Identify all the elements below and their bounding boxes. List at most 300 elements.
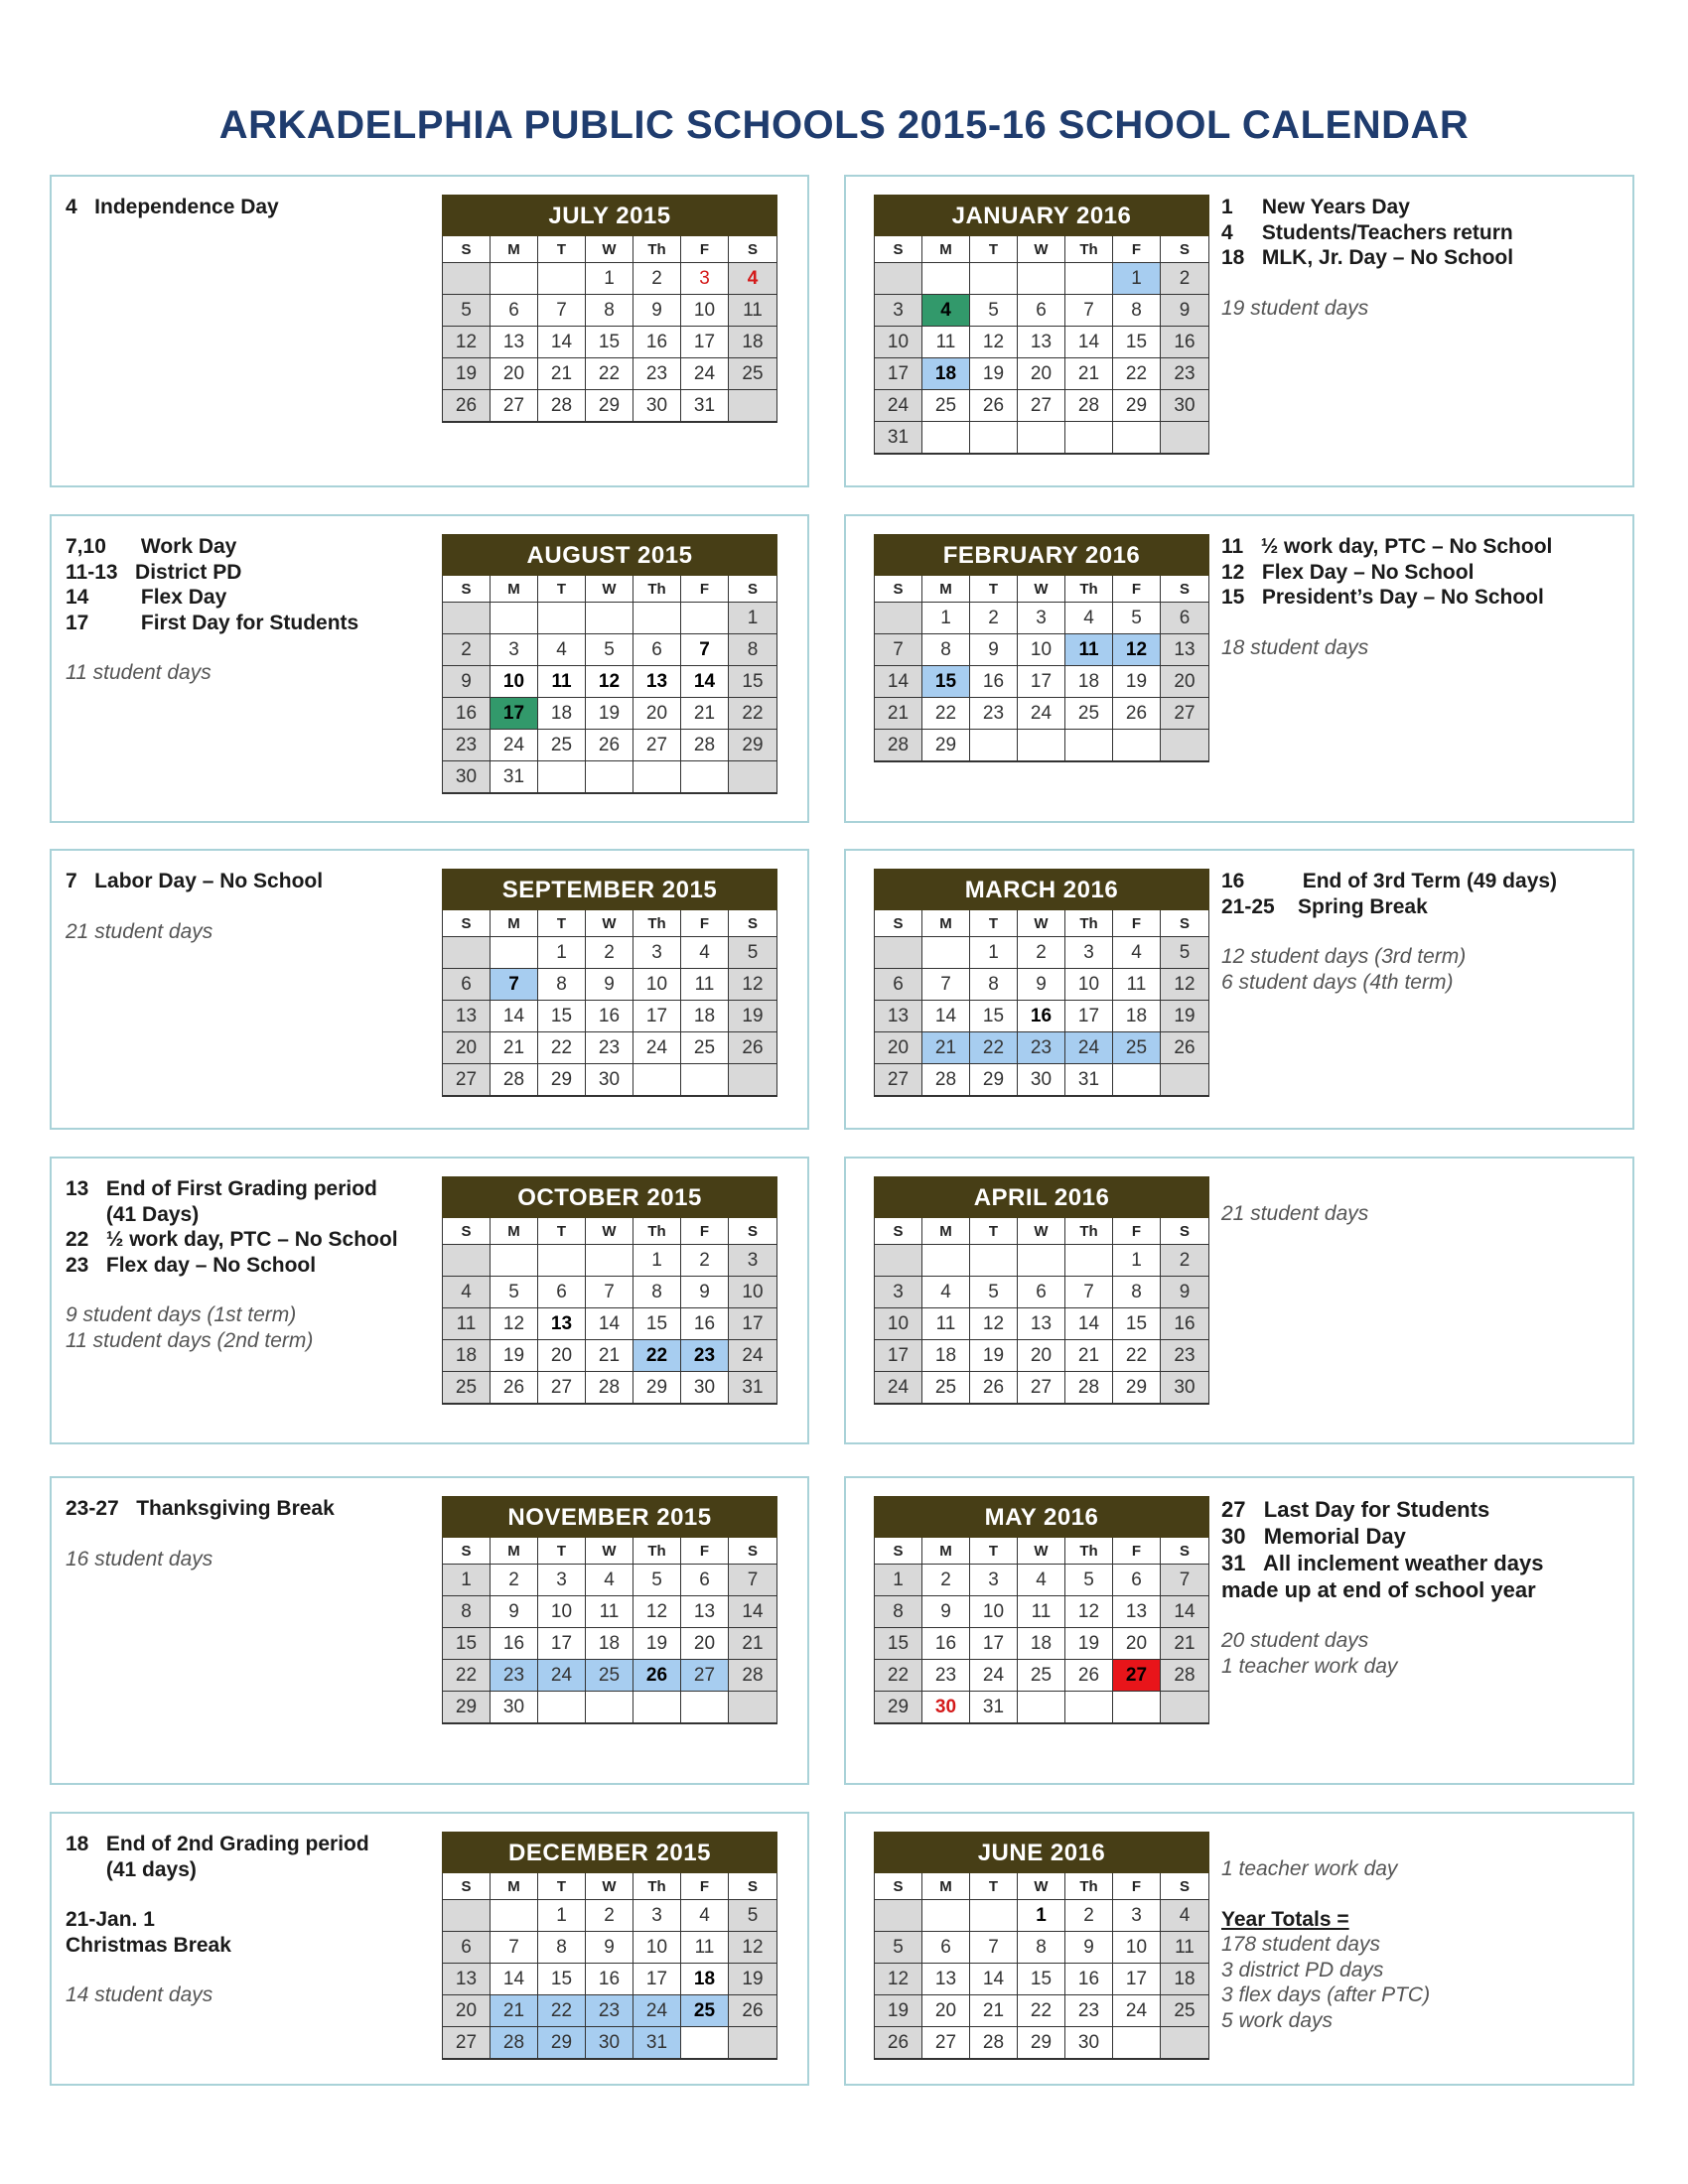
month-notes bbox=[66, 534, 443, 686]
weekday-header: S bbox=[729, 1538, 776, 1565]
day-cell: 28 bbox=[586, 1372, 633, 1404]
weekday-header: Th bbox=[633, 1218, 681, 1245]
day-cell: 7 bbox=[681, 634, 729, 666]
weekday-header: W bbox=[1018, 1873, 1065, 1900]
day-cell: 29 bbox=[1113, 390, 1161, 422]
weekday-header: S bbox=[729, 910, 776, 937]
day-cell: 13 bbox=[443, 1001, 491, 1032]
empty-day-cell bbox=[970, 422, 1018, 454]
day-cell: 12 bbox=[1113, 634, 1161, 666]
empty-day-cell bbox=[1018, 730, 1065, 761]
day-cell: 20 bbox=[491, 358, 538, 390]
day-cell: 29 bbox=[922, 730, 970, 761]
day-cell: 16 bbox=[633, 327, 681, 358]
empty-day-cell bbox=[538, 263, 586, 295]
day-cell: 21 bbox=[1161, 1628, 1208, 1660]
day-cell: 31 bbox=[970, 1692, 1018, 1723]
day-cell: 18 bbox=[586, 1628, 633, 1660]
month-calendar bbox=[874, 1832, 1209, 2060]
day-cell: 25 bbox=[729, 358, 776, 390]
day-cell: 25 bbox=[681, 1995, 729, 2027]
weekday-header: S bbox=[443, 576, 491, 603]
day-cell: 15 bbox=[922, 666, 970, 698]
month-panel-april-2016 bbox=[844, 1157, 1634, 1444]
day-cell: 12 bbox=[443, 327, 491, 358]
day-cell: 24 bbox=[1065, 1032, 1113, 1064]
day-cell: 24 bbox=[729, 1340, 776, 1372]
day-cell: 30 bbox=[1161, 1372, 1208, 1404]
weekday-header: M bbox=[922, 1873, 970, 1900]
month-notes bbox=[1221, 869, 1618, 995]
day-cell: 24 bbox=[538, 1660, 586, 1692]
day-cell: 25 bbox=[1161, 1995, 1208, 2027]
day-cell: 13 bbox=[922, 1964, 970, 1995]
day-cell: 5 bbox=[970, 295, 1018, 327]
day-cell: 29 bbox=[1018, 2027, 1065, 2059]
event-note: 12 Flex Day – No School bbox=[1221, 560, 1475, 584]
month-title: NOVEMBER 2015 bbox=[442, 1496, 777, 1538]
day-cell: 12 bbox=[875, 1964, 922, 1995]
day-cell: 1 bbox=[1018, 1900, 1065, 1932]
day-cell: 10 bbox=[681, 295, 729, 327]
day-cell: 5 bbox=[491, 1277, 538, 1308]
empty-day-cell bbox=[1018, 1245, 1065, 1277]
day-cell: 14 bbox=[491, 1964, 538, 1995]
day-cell: 27 bbox=[1018, 390, 1065, 422]
weekday-header: W bbox=[586, 1218, 633, 1245]
day-cell: 1 bbox=[875, 1565, 922, 1596]
day-cell: 12 bbox=[729, 969, 776, 1001]
month-title: MARCH 2016 bbox=[874, 869, 1209, 910]
empty-day-cell bbox=[1161, 730, 1208, 761]
weekday-header: S bbox=[1161, 1873, 1208, 1900]
notes-spacer bbox=[66, 1958, 443, 1982]
empty-day-cell bbox=[970, 263, 1018, 295]
empty-day-cell bbox=[586, 1692, 633, 1723]
day-cell: 30 bbox=[633, 390, 681, 422]
student-days-note: 21 student days bbox=[1221, 1202, 1369, 1225]
empty-day-cell bbox=[681, 603, 729, 634]
day-cell: 10 bbox=[875, 1308, 922, 1340]
day-cell: 27 bbox=[443, 2027, 491, 2059]
day-cell: 21 bbox=[875, 698, 922, 730]
day-cell: 19 bbox=[1113, 666, 1161, 698]
event-note: 13 End of First Grading period bbox=[66, 1177, 377, 1200]
day-cell: 19 bbox=[970, 1340, 1018, 1372]
day-cell: 18 bbox=[681, 1964, 729, 1995]
day-cell: 26 bbox=[729, 1032, 776, 1064]
weekday-header: W bbox=[586, 236, 633, 263]
day-cell: 1 bbox=[729, 603, 776, 634]
day-cell: 25 bbox=[922, 390, 970, 422]
day-cell: 8 bbox=[1113, 1277, 1161, 1308]
notes-spacer bbox=[66, 894, 443, 919]
day-cell: 9 bbox=[1161, 295, 1208, 327]
day-cell: 26 bbox=[443, 390, 491, 422]
empty-day-cell bbox=[1113, 730, 1161, 761]
weekday-header: M bbox=[491, 1218, 538, 1245]
weekday-header: Th bbox=[1065, 1218, 1113, 1245]
day-cell: 30 bbox=[443, 761, 491, 793]
weekday-header: F bbox=[1113, 236, 1161, 263]
day-cell: 22 bbox=[1113, 1340, 1161, 1372]
day-cell: 6 bbox=[1018, 295, 1065, 327]
weekday-header: S bbox=[443, 910, 491, 937]
day-cell: 21 bbox=[681, 698, 729, 730]
day-cell: 16 bbox=[681, 1308, 729, 1340]
weekday-header: S bbox=[1161, 1538, 1208, 1565]
empty-day-cell bbox=[875, 937, 922, 969]
day-cell: 26 bbox=[970, 1372, 1018, 1404]
weekday-header: T bbox=[538, 576, 586, 603]
day-cell: 7 bbox=[586, 1277, 633, 1308]
empty-day-cell bbox=[1161, 2027, 1208, 2059]
day-cell: 1 bbox=[538, 937, 586, 969]
day-cell: 2 bbox=[443, 634, 491, 666]
day-cell: 10 bbox=[1018, 634, 1065, 666]
day-cell: 28 bbox=[538, 390, 586, 422]
weekday-header: S bbox=[875, 1873, 922, 1900]
month-title: DECEMBER 2015 bbox=[442, 1832, 777, 1873]
month-title: SEPTEMBER 2015 bbox=[442, 869, 777, 910]
notes-spacer bbox=[1221, 271, 1618, 296]
weekday-header: F bbox=[1113, 1218, 1161, 1245]
empty-day-cell bbox=[633, 761, 681, 793]
calendar-grid bbox=[442, 1538, 777, 1724]
day-cell: 21 bbox=[729, 1628, 776, 1660]
day-cell: 15 bbox=[729, 666, 776, 698]
weekday-header: F bbox=[681, 910, 729, 937]
weekday-header: Th bbox=[633, 1873, 681, 1900]
empty-day-cell bbox=[970, 1245, 1018, 1277]
day-cell: 12 bbox=[491, 1308, 538, 1340]
day-cell: 17 bbox=[970, 1628, 1018, 1660]
day-cell: 14 bbox=[1065, 1308, 1113, 1340]
empty-day-cell bbox=[875, 263, 922, 295]
day-cell: 24 bbox=[491, 730, 538, 761]
student-days-note: 5 work days bbox=[1221, 2008, 1334, 2032]
day-cell: 20 bbox=[443, 1995, 491, 2027]
day-cell: 15 bbox=[875, 1628, 922, 1660]
day-cell: 30 bbox=[1018, 1064, 1065, 1096]
month-notes bbox=[66, 1832, 443, 2008]
day-cell: 30 bbox=[681, 1372, 729, 1404]
month-panel-november-2015 bbox=[50, 1476, 809, 1785]
day-cell: 14 bbox=[586, 1308, 633, 1340]
day-cell: 24 bbox=[1018, 698, 1065, 730]
calendar-grid bbox=[442, 1218, 777, 1405]
student-days-note: 16 student days bbox=[66, 1547, 213, 1570]
weekday-header: F bbox=[681, 1218, 729, 1245]
day-cell: 23 bbox=[1161, 1340, 1208, 1372]
day-cell: 6 bbox=[538, 1277, 586, 1308]
day-cell: 4 bbox=[586, 1565, 633, 1596]
empty-day-cell bbox=[922, 937, 970, 969]
day-cell: 8 bbox=[633, 1277, 681, 1308]
empty-day-cell bbox=[1161, 1064, 1208, 1096]
day-cell: 11 bbox=[922, 1308, 970, 1340]
day-cell: 3 bbox=[970, 1565, 1018, 1596]
day-cell: 7 bbox=[538, 295, 586, 327]
day-cell: 21 bbox=[1065, 1340, 1113, 1372]
day-cell: 4 bbox=[1065, 603, 1113, 634]
day-cell: 9 bbox=[491, 1596, 538, 1628]
day-cell: 5 bbox=[970, 1277, 1018, 1308]
day-cell: 12 bbox=[586, 666, 633, 698]
day-cell: 25 bbox=[1113, 1032, 1161, 1064]
day-cell: 4 bbox=[1161, 1900, 1208, 1932]
day-cell: 29 bbox=[875, 1692, 922, 1723]
day-cell: 6 bbox=[1113, 1565, 1161, 1596]
month-calendar bbox=[874, 869, 1209, 1097]
month-title: JUNE 2016 bbox=[874, 1832, 1209, 1873]
day-cell: 17 bbox=[633, 1001, 681, 1032]
weekday-header: T bbox=[538, 236, 586, 263]
day-cell: 17 bbox=[538, 1628, 586, 1660]
day-cell: 3 bbox=[1065, 937, 1113, 969]
day-cell: 28 bbox=[1065, 390, 1113, 422]
empty-day-cell bbox=[729, 1692, 776, 1723]
day-cell: 12 bbox=[970, 1308, 1018, 1340]
day-cell: 14 bbox=[729, 1596, 776, 1628]
day-cell: 5 bbox=[729, 1900, 776, 1932]
day-cell: 18 bbox=[1161, 1964, 1208, 1995]
month-panel-june-2016 bbox=[844, 1812, 1634, 2086]
empty-day-cell bbox=[1161, 1692, 1208, 1723]
day-cell: 6 bbox=[443, 969, 491, 1001]
weekday-header: S bbox=[729, 1218, 776, 1245]
empty-day-cell bbox=[1065, 1245, 1113, 1277]
day-cell: 5 bbox=[1113, 603, 1161, 634]
empty-day-cell bbox=[1113, 1692, 1161, 1723]
day-cell: 7 bbox=[491, 1932, 538, 1964]
weekday-header: S bbox=[443, 1873, 491, 1900]
day-cell: 19 bbox=[443, 358, 491, 390]
event-note: 15 President’s Day – No School bbox=[1221, 586, 1544, 609]
empty-day-cell bbox=[443, 603, 491, 634]
event-note: 17 First Day for Students bbox=[66, 611, 359, 634]
weekday-header: S bbox=[1161, 236, 1208, 263]
weekday-header: T bbox=[538, 1538, 586, 1565]
month-calendar bbox=[874, 534, 1209, 762]
weekday-header: Th bbox=[633, 1538, 681, 1565]
empty-day-cell bbox=[922, 263, 970, 295]
day-cell: 27 bbox=[538, 1372, 586, 1404]
day-cell: 18 bbox=[729, 327, 776, 358]
month-title: MAY 2016 bbox=[874, 1496, 1209, 1538]
weekday-header: S bbox=[875, 1538, 922, 1565]
day-cell: 22 bbox=[729, 698, 776, 730]
calendar-grid bbox=[442, 576, 777, 794]
day-cell: 6 bbox=[1161, 603, 1208, 634]
day-cell: 28 bbox=[875, 730, 922, 761]
day-cell: 19 bbox=[633, 1628, 681, 1660]
day-cell: 28 bbox=[681, 730, 729, 761]
day-cell: 22 bbox=[538, 1995, 586, 2027]
day-cell: 27 bbox=[1018, 1372, 1065, 1404]
day-cell: 9 bbox=[1065, 1932, 1113, 1964]
day-cell: 6 bbox=[922, 1932, 970, 1964]
weekday-header: W bbox=[1018, 576, 1065, 603]
weekday-header: F bbox=[1113, 1873, 1161, 1900]
day-cell: 8 bbox=[1018, 1932, 1065, 1964]
day-cell: 10 bbox=[633, 969, 681, 1001]
day-cell: 24 bbox=[681, 358, 729, 390]
weekday-header: F bbox=[1113, 576, 1161, 603]
month-title: AUGUST 2015 bbox=[442, 534, 777, 576]
weekday-header: Th bbox=[1065, 576, 1113, 603]
calendar-grid bbox=[874, 1873, 1209, 2060]
student-days-note: 11 student days (2nd term) bbox=[66, 1328, 314, 1352]
month-calendar bbox=[874, 1496, 1209, 1724]
weekday-header: T bbox=[970, 1538, 1018, 1565]
day-cell: 10 bbox=[729, 1277, 776, 1308]
day-cell: 10 bbox=[970, 1596, 1018, 1628]
event-note: (41 days) bbox=[66, 1857, 197, 1881]
day-cell: 17 bbox=[681, 327, 729, 358]
day-cell: 25 bbox=[538, 730, 586, 761]
empty-day-cell bbox=[922, 422, 970, 454]
month-title: OCTOBER 2015 bbox=[442, 1176, 777, 1218]
day-cell: 7 bbox=[491, 969, 538, 1001]
day-cell: 6 bbox=[443, 1932, 491, 1964]
day-cell: 13 bbox=[1018, 1308, 1065, 1340]
day-cell: 3 bbox=[633, 937, 681, 969]
day-cell: 2 bbox=[586, 937, 633, 969]
event-note: 23-27 Thanksgiving Break bbox=[66, 1497, 335, 1520]
day-cell: 28 bbox=[1161, 1660, 1208, 1692]
day-cell: 9 bbox=[970, 634, 1018, 666]
day-cell: 19 bbox=[491, 1340, 538, 1372]
empty-day-cell bbox=[970, 730, 1018, 761]
day-cell: 31 bbox=[875, 422, 922, 454]
event-note: Christmas Break bbox=[66, 1933, 231, 1957]
student-days-note: 11 student days bbox=[66, 661, 211, 684]
weekday-header: F bbox=[1113, 1538, 1161, 1565]
empty-day-cell bbox=[1065, 1692, 1113, 1723]
month-panel-september-2015 bbox=[50, 849, 809, 1130]
weekday-header: T bbox=[538, 910, 586, 937]
event-note: 18 End of 2nd Grading period bbox=[66, 1833, 369, 1855]
empty-day-cell bbox=[1018, 422, 1065, 454]
day-cell: 10 bbox=[633, 1932, 681, 1964]
empty-day-cell bbox=[729, 1064, 776, 1096]
day-cell: 9 bbox=[922, 1596, 970, 1628]
day-cell: 22 bbox=[922, 698, 970, 730]
weekday-header: T bbox=[970, 1873, 1018, 1900]
notes-spacer bbox=[66, 1278, 443, 1302]
day-cell: 26 bbox=[586, 730, 633, 761]
day-cell: 21 bbox=[491, 1032, 538, 1064]
day-cell: 28 bbox=[729, 1660, 776, 1692]
notes-spacer bbox=[1221, 919, 1618, 944]
day-cell: 13 bbox=[491, 327, 538, 358]
day-cell: 2 bbox=[586, 1900, 633, 1932]
day-cell: 11 bbox=[538, 666, 586, 698]
day-cell: 12 bbox=[729, 1932, 776, 1964]
day-cell: 12 bbox=[1065, 1596, 1113, 1628]
day-cell: 20 bbox=[1113, 1628, 1161, 1660]
day-cell: 16 bbox=[1161, 1308, 1208, 1340]
month-panel-july-2015 bbox=[50, 175, 809, 487]
day-cell: 2 bbox=[1161, 263, 1208, 295]
weekday-header: M bbox=[491, 910, 538, 937]
day-cell: 23 bbox=[633, 358, 681, 390]
day-cell: 16 bbox=[443, 698, 491, 730]
day-cell: 21 bbox=[586, 1340, 633, 1372]
day-cell: 11 bbox=[1018, 1596, 1065, 1628]
weekday-header: W bbox=[1018, 236, 1065, 263]
event-note: 14 Flex Day bbox=[66, 586, 227, 609]
day-cell: 26 bbox=[1161, 1032, 1208, 1064]
weekday-header: M bbox=[491, 1538, 538, 1565]
student-days-note: 21 student days bbox=[66, 919, 213, 943]
day-cell: 10 bbox=[538, 1596, 586, 1628]
day-cell: 17 bbox=[1018, 666, 1065, 698]
day-cell: 28 bbox=[970, 2027, 1018, 2059]
weekday-header: T bbox=[970, 910, 1018, 937]
weekday-header: T bbox=[538, 1218, 586, 1245]
day-cell: 1 bbox=[970, 937, 1018, 969]
day-cell: 1 bbox=[633, 1245, 681, 1277]
weekday-header: M bbox=[491, 576, 538, 603]
event-note: 7 Labor Day – No School bbox=[66, 870, 324, 892]
day-cell: 12 bbox=[633, 1596, 681, 1628]
day-cell: 14 bbox=[970, 1964, 1018, 1995]
month-title: JULY 2015 bbox=[442, 195, 777, 236]
day-cell: 28 bbox=[922, 1064, 970, 1096]
empty-day-cell bbox=[538, 761, 586, 793]
day-cell: 25 bbox=[1065, 698, 1113, 730]
empty-day-cell bbox=[681, 1692, 729, 1723]
weekday-header: F bbox=[681, 236, 729, 263]
day-cell: 16 bbox=[1065, 1964, 1113, 1995]
day-cell: 16 bbox=[970, 666, 1018, 698]
empty-day-cell bbox=[1113, 2027, 1161, 2059]
day-cell: 2 bbox=[633, 263, 681, 295]
weekday-header: M bbox=[922, 1538, 970, 1565]
weekday-header: W bbox=[1018, 910, 1065, 937]
day-cell: 16 bbox=[586, 1964, 633, 1995]
day-cell: 20 bbox=[1018, 358, 1065, 390]
day-cell: 15 bbox=[1113, 327, 1161, 358]
weekday-header: T bbox=[970, 576, 1018, 603]
day-cell: 23 bbox=[1161, 358, 1208, 390]
day-cell: 19 bbox=[1161, 1001, 1208, 1032]
day-cell: 13 bbox=[1113, 1596, 1161, 1628]
day-cell: 31 bbox=[491, 761, 538, 793]
day-cell: 3 bbox=[681, 263, 729, 295]
day-cell: 19 bbox=[875, 1995, 922, 2027]
student-days-note: 19 student days bbox=[1221, 296, 1369, 320]
day-cell: 13 bbox=[1161, 634, 1208, 666]
day-cell: 27 bbox=[633, 730, 681, 761]
weekday-header: M bbox=[922, 236, 970, 263]
day-cell: 31 bbox=[1065, 1064, 1113, 1096]
weekday-header: S bbox=[1161, 576, 1208, 603]
day-cell: 13 bbox=[875, 1001, 922, 1032]
day-cell: 1 bbox=[1113, 1245, 1161, 1277]
day-cell: 20 bbox=[443, 1032, 491, 1064]
day-cell: 4 bbox=[922, 1277, 970, 1308]
day-cell: 4 bbox=[443, 1277, 491, 1308]
day-cell: 5 bbox=[729, 937, 776, 969]
day-cell: 8 bbox=[970, 969, 1018, 1001]
day-cell: 28 bbox=[491, 1064, 538, 1096]
weekday-header: Th bbox=[633, 576, 681, 603]
day-cell: 7 bbox=[1161, 1565, 1208, 1596]
student-days-note: 1 teacher work day bbox=[1221, 1654, 1398, 1678]
